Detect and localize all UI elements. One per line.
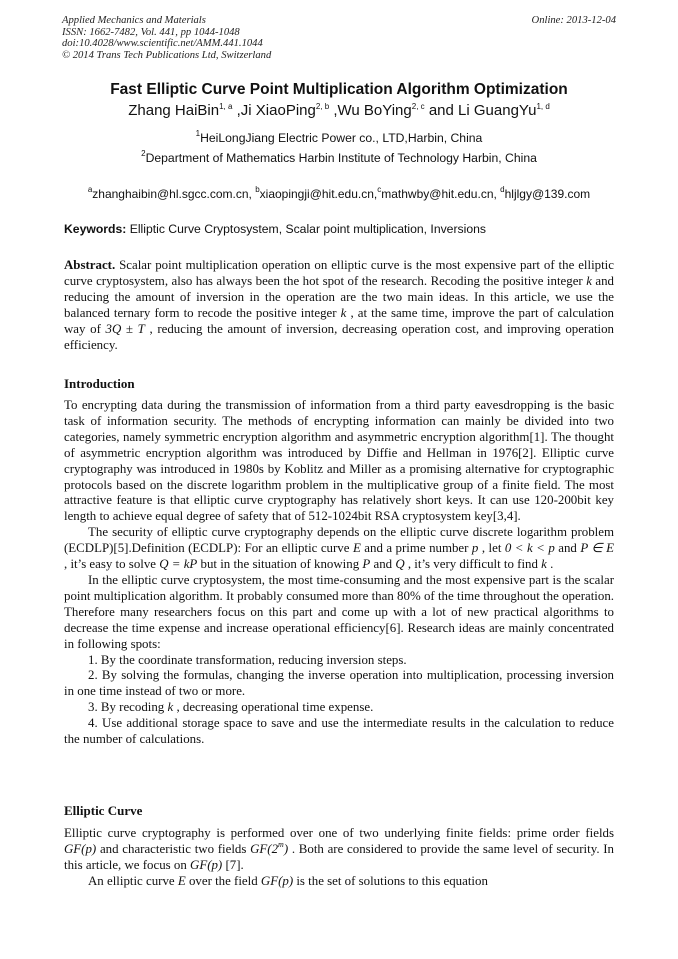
online-date: Online: 2013-12-04 [531, 15, 616, 26]
abstract: Abstract. Scalar point multiplication operation on elliptic curve is the most expensive part of the elliptic curve cryptosystem, also has always been the hot spot of the research. Recoding the positive integer k and reducing the amount of inversion in the operation are the two main ideas. In this article, we use the balanced ternary form to recode the positive integer k , at the same time, improve the part of calculation way of 3Q ± T , reducing the amount of inversion, decreasing operation cost, and improving operation efficiency. [64, 258, 615, 352]
journal-name: Applied Mechanics and Materials [62, 15, 206, 26]
list-item: 2. By solving the formulas, changing the inverse operation into multiplication, processing inversion in one time instead of two or more. [64, 668, 614, 699]
paper-title: Fast Elliptic Curve Point Multiplication Algorithm Optimization [110, 81, 568, 98]
list-item: 4. Use additional storage space to save and use the intermediate results in the calculation to reduce the number of calculations. [64, 716, 614, 747]
email-list: $^a$zhanghaibin@hl.sgcc.com.cn, $^b$xiaopingji@hit.edu.cn,$^c$mathwby@hit.edu.cn, $^d$hljlgy@139.com [87, 185, 591, 201]
author-sep: and [424, 102, 459, 119]
author-name: Wu BoYing [337, 102, 412, 119]
author-name: Zhang HaiBin [128, 102, 220, 119]
section-heading-introduction: Introduction [64, 376, 135, 391]
list-item: 3. By recoding k , decreasing operational time expense. [88, 700, 374, 715]
author-sup: 2, b [315, 102, 330, 111]
section-heading-elliptic-curve: Elliptic Curve [64, 803, 143, 818]
paragraph: To encrypting data during the transmission of information from a third party eavesdropping is the basic task of information security. The methods of encrypting information can mainly be divided into two categories, namely symmetric encryption algorithm and asymmetric encryption algorithm[1]. The thought of asymmetric encryption algorithm was introduced by Diffie and Hellman in 1976[2]. Elliptic curve cryptography was introduced in 1980s by Koblitz and Miller as a promising alternative for cryptographic protocols based on the discrete logarithm problem in the multiplicative group of a finite field. The most attractive feature is that elliptic curve cryptography has relatively short keys. It can use 120-200bit key length to achieve equal degree of safety that of 512-1024bit RSA cryptosystem key[3,4]. [64, 398, 614, 524]
author-sup: 1, a [219, 102, 233, 111]
email-link[interactable]: xiaopingji@hit.edu.cn, [259, 187, 378, 201]
abstract-label: Abstract. [64, 258, 116, 272]
paragraph: In the elliptic curve cryptosystem, the most time-consuming and the most expensive part is the scalar point multiplication algorithm. It probably consumed more than 80% of the time throughout the operation. Therefore many researchers focus on this part and come up with a lot of new practical algorithms to decrease the time expense and increase operational efficiency[6]. Research ideas are mainly concentrated in following spots: [64, 572, 614, 651]
author-name: Li GuangYu [458, 102, 537, 119]
affiliation-2: $^2$Department of Mathematics Harbin Institute of Technology Harbin, China [141, 149, 537, 165]
elliptic-curve-body [64, 826, 614, 890]
affiliation-1: $^1$HeiLongJiang Electric Power co., LTD,Harbin, China [195, 129, 483, 145]
author-list [40, 102, 638, 119]
author-sep: , [232, 102, 241, 119]
author-name: Ji XiaoPing [240, 102, 316, 119]
email-link[interactable]: zhanghaibin@hl.sgcc.com.cn, [92, 187, 256, 201]
email-link[interactable]: mathwby@hit.edu.cn, [381, 187, 501, 201]
copyright: © 2014 Trans Tech Publications Ltd, Switzerland [62, 49, 272, 61]
paragraph: An elliptic curve E over the field GF(p) is the set of solutions to this equation [88, 873, 488, 888]
list-item: 1. By the coordinate transformation, reducing inversion steps. [88, 652, 407, 667]
keywords [64, 222, 618, 236]
issn: ISSN: 1662-7482, Vol. 441, pp 1044-1048 [62, 26, 240, 38]
keywords-label: Keywords: [64, 222, 127, 236]
author-sep: , [329, 102, 338, 119]
keywords-text: Elliptic Curve Cryptosystem, Scalar point multiplication, Inversions [126, 222, 486, 236]
journal-meta [62, 15, 616, 61]
author-sup: 2, c [411, 102, 425, 111]
email-link[interactable]: hljlgy@139.com [504, 187, 591, 201]
author-sup: 1, d [536, 102, 550, 111]
doi: doi:10.4028/www.scientific.net/AMM.441.1044 [62, 38, 263, 50]
introduction-body [64, 398, 614, 748]
paragraph: Elliptic curve cryptography is performed over one of two underlying finite fields: prime order fields GF(p) and characteristic two fields GF(2$^m$) . Both are considered to provide the same level of security. In this article, we focus on GF(p) [7]. [64, 826, 614, 872]
paragraph: The security of elliptic curve cryptography depends on the elliptic curve discrete logarithm problem (ECDLP)[5].Definition (ECDLP): For an elliptic curve E and a prime number p , let 0 < k < p and P ∈ E , it’s easy to solve Q = kP but in the situation of knowing P and Q , it’s very difficult to find k . [64, 525, 614, 572]
